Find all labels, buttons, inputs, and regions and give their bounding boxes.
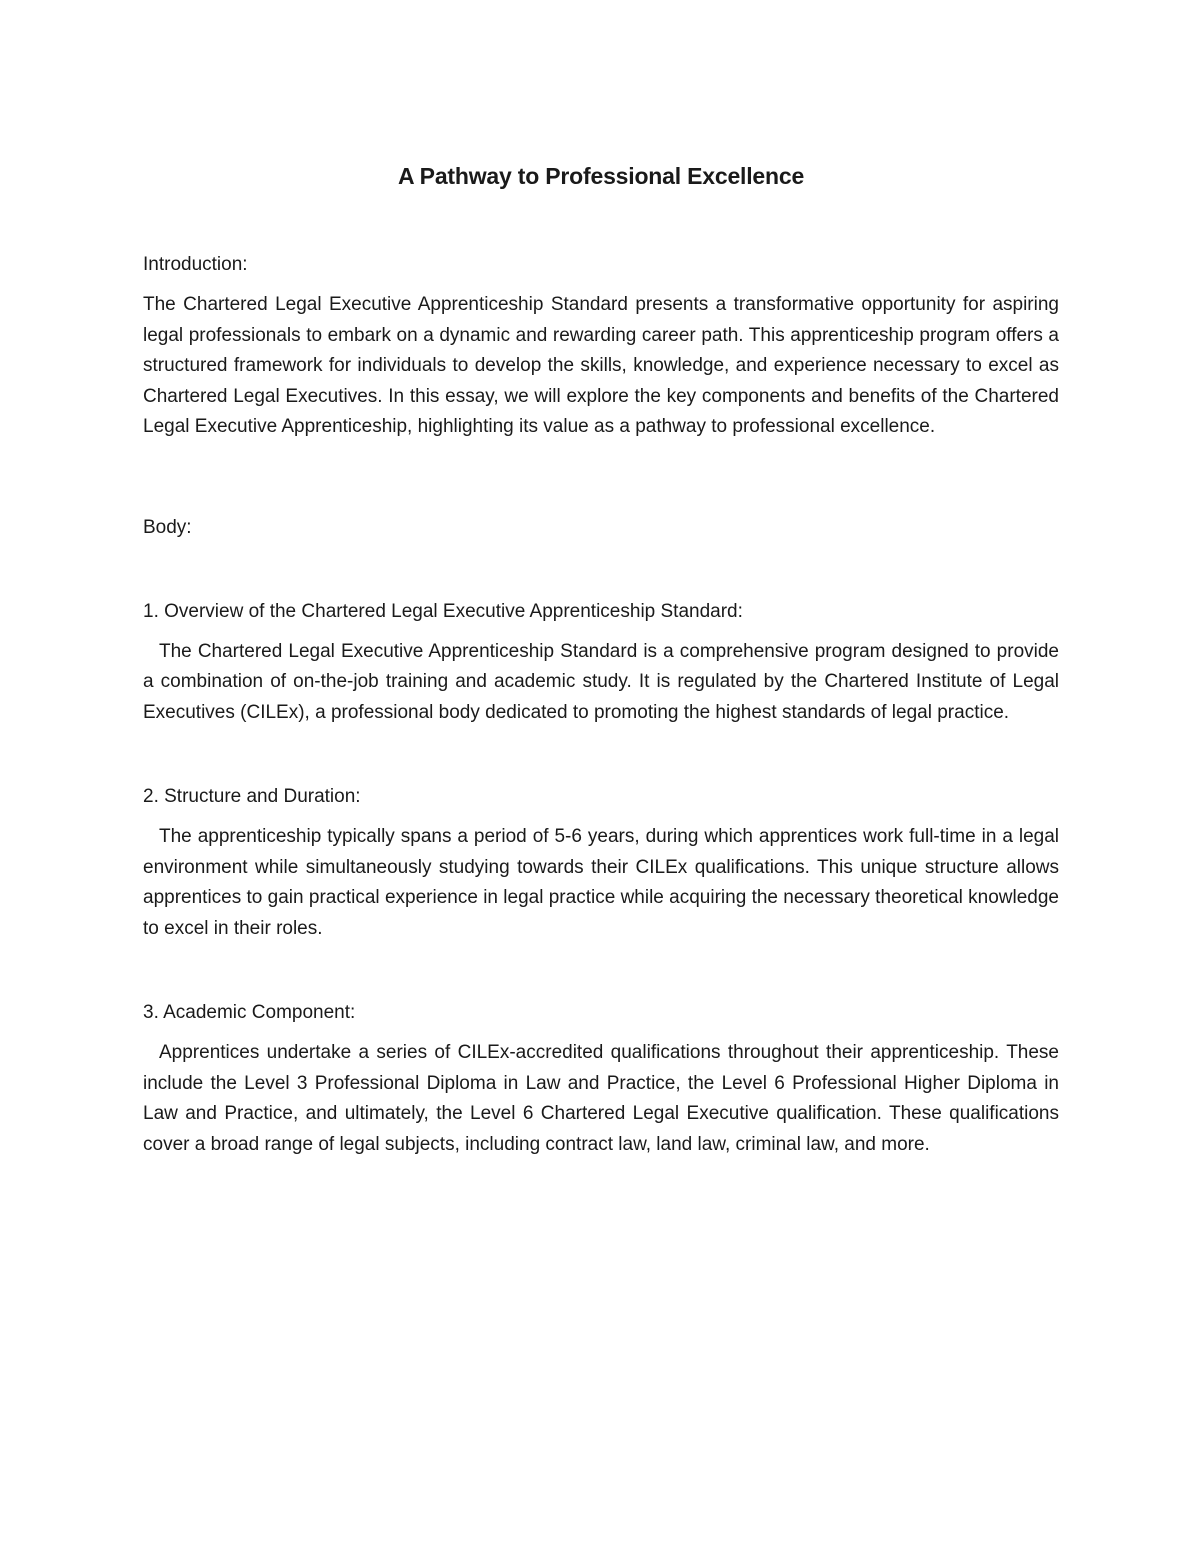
document-content bbox=[143, 158, 1059, 1160]
section-heading-2: 2. Structure and Duration: bbox=[143, 786, 361, 807]
document-title: A Pathway to Professional Excellence bbox=[397, 163, 805, 189]
introduction-paragraph: The Chartered Legal Executive Apprenticeship Standard presents a transformative opportunity for aspiring legal professionals to embark on a dynamic and rewarding career path. This apprenticeship program offers a structured framework for individuals to develop the skills, knowledge, and experience necessary to excel as Chartered Legal Executives. In this essay, we will explore the key components and benefits of the Chartered Legal Executive Apprenticeship, highlighting its value as a pathway to professional excellence. bbox=[143, 294, 1059, 437]
section-paragraph-3: Apprentices undertake a series of CILEx-accredited qualifications throughout their apprenticeship. These include the Level 3 Professional Diploma in Law and Practice, the Level 6 Professional Higher Diploma in Law and Practice, and ultimately, the Level 6 Chartered Legal Executive qualification. These qualifications cover a broad range of legal subjects, including contract law, land law, criminal law, and more. bbox=[143, 1042, 1059, 1155]
section-paragraph-1: The Chartered Legal Executive Apprenticeship Standard is a comprehensive program designed to provide a combination of on-the-job training and academic study. It is regulated by the Chartered Institute of Legal Executives (CILEx), a professional body dedicated to promoting the highest standards of legal practice. bbox=[143, 640, 1059, 723]
section-heading-1: 1. Overview of the Chartered Legal Executive Apprenticeship Standard: bbox=[143, 600, 743, 622]
introduction-label: Introduction: bbox=[143, 254, 248, 275]
section-heading-3: 3. Academic Component: bbox=[143, 1002, 356, 1023]
body-label: Body: bbox=[143, 516, 192, 538]
section-paragraph-2: The apprenticeship typically spans a period of 5-6 years, during which apprentices work full-time in a legal environment while simultaneously studying towards their CILEx qualifications. This unique structure allows apprentices to gain practical experience in legal practice while acquiring the necessary theoretical knowledge to excel in their roles. bbox=[143, 826, 1059, 939]
